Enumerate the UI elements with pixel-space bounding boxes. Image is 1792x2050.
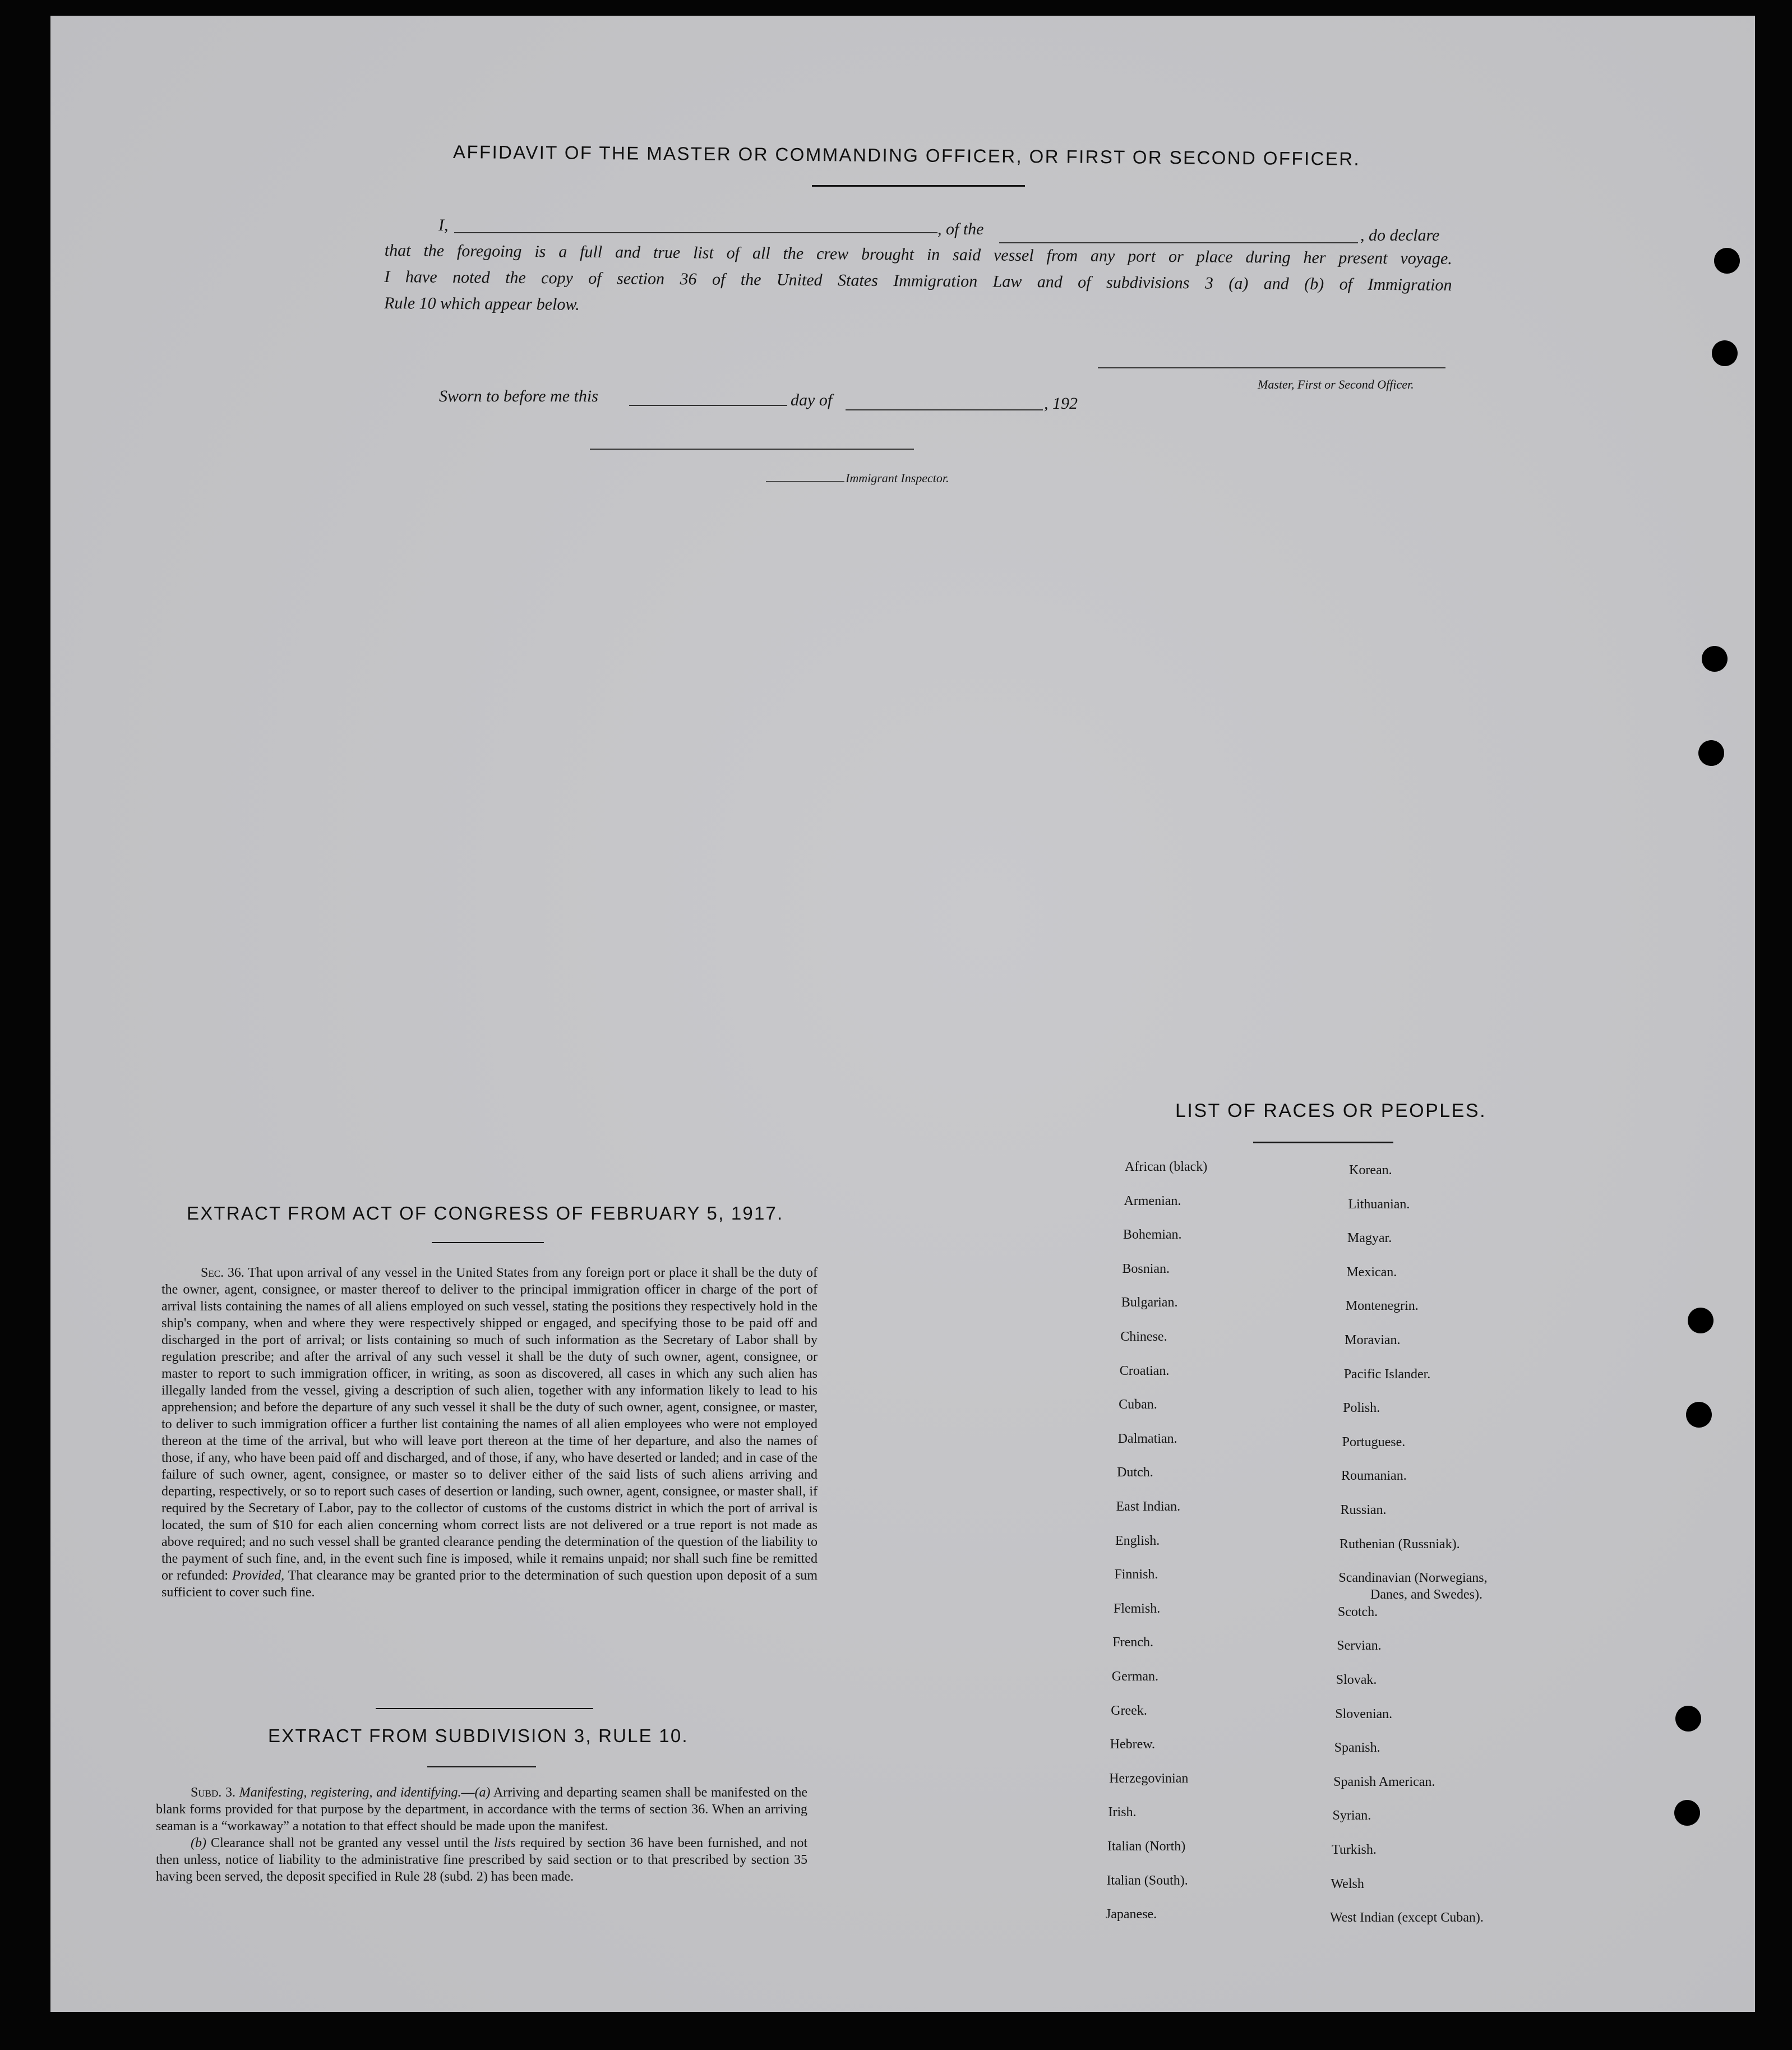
race-item: Bulgarian. xyxy=(1121,1295,1178,1310)
sworn-month-field[interactable] xyxy=(846,409,1043,410)
race-item: Ruthenian (Russniak). xyxy=(1339,1536,1460,1552)
race-item: Montenegrin. xyxy=(1345,1299,1419,1314)
race-item: Korean. xyxy=(1349,1163,1392,1178)
rule-extract-title: EXTRACT FROM SUBDIVISION 3, RULE 10. xyxy=(268,1725,689,1746)
race-item-continuation: Danes, and Swedes). xyxy=(1370,1587,1482,1602)
race-item: Bosnian. xyxy=(1122,1261,1170,1276)
affidavit-declarant-prefix: I, xyxy=(438,216,449,234)
sworn-day-field[interactable] xyxy=(629,405,787,406)
race-item: Slovak. xyxy=(1336,1673,1377,1687)
act-extract-rule xyxy=(432,1242,544,1243)
race-item: Irish. xyxy=(1108,1805,1137,1820)
part-b-body: required by section 36 have been furnished, and not then unless, notice of liability to the administrative fine prescribed by said section or to that prescribed by section 35 having been served, the deposit specified in Rule 28 (subd. 2) has been made. xyxy=(156,1836,808,1884)
race-item: Polish. xyxy=(1343,1401,1380,1416)
section-label: Sec. 36. xyxy=(201,1266,244,1280)
race-item: French. xyxy=(1112,1635,1153,1650)
race-item: Pacific Islander. xyxy=(1343,1366,1431,1382)
race-item: African (black) xyxy=(1125,1160,1208,1174)
punch-hole xyxy=(1674,1800,1700,1826)
provided-label: Provided, xyxy=(232,1568,285,1583)
punch-hole xyxy=(1688,1308,1714,1333)
punch-hole xyxy=(1714,248,1740,274)
part-b-label: (b) xyxy=(191,1836,206,1850)
inspector-signature-line[interactable] xyxy=(590,449,914,450)
race-item: Portuguese. xyxy=(1342,1434,1406,1449)
punch-hole xyxy=(1686,1402,1712,1428)
part-b-lists: lists xyxy=(493,1836,516,1850)
part-a-body: Arriving and departing seamen shall be manifested on the blank forms provided for that purpose by the department, in accordance with the terms of section 36. When an arriving seaman is a “workaway” a notation to that effect should be made upon the manifest. xyxy=(156,1785,808,1834)
race-item: Spanish American. xyxy=(1333,1774,1435,1789)
provided-body: That clearance may be granted prior to the determination of such question upon deposit of a sum sufficient to cover such fine. xyxy=(161,1568,818,1600)
race-item: Finnish. xyxy=(1114,1567,1158,1582)
race-item: Chinese. xyxy=(1120,1329,1167,1344)
race-item: English. xyxy=(1115,1533,1160,1548)
race-item: Italian (North) xyxy=(1107,1839,1186,1854)
affidavit-statement-line: Rule 10 which appear below. xyxy=(384,293,580,314)
punch-hole xyxy=(1712,340,1738,366)
punch-hole xyxy=(1698,740,1724,766)
race-item: Italian (South). xyxy=(1106,1873,1188,1888)
race-item: Syrian. xyxy=(1332,1808,1371,1823)
race-item: Dutch. xyxy=(1117,1465,1153,1480)
race-item: Herzegovinian xyxy=(1109,1771,1189,1786)
subd-heading: Manifesting, registering, and identifying. xyxy=(239,1785,461,1800)
race-item: Lithuanian. xyxy=(1348,1197,1410,1212)
race-item: Armenian. xyxy=(1124,1193,1181,1208)
race-item: Slovenian. xyxy=(1335,1706,1393,1721)
vessel-name-field[interactable] xyxy=(999,242,1358,243)
part-a-label: (a) xyxy=(474,1785,491,1800)
race-item: Flemish. xyxy=(1113,1601,1161,1616)
subd-label: Subd. 3. xyxy=(191,1785,235,1800)
races-title-rule xyxy=(1253,1142,1393,1143)
race-item: Mexican. xyxy=(1346,1264,1397,1280)
punch-hole xyxy=(1675,1706,1701,1732)
race-item: Spanish. xyxy=(1334,1740,1380,1756)
races-title: LIST OF RACES OR PEOPLES. xyxy=(1175,1100,1487,1121)
race-item: Dalmatian. xyxy=(1117,1431,1177,1446)
inspector-caption-leader xyxy=(766,481,844,482)
race-item: Russian. xyxy=(1340,1503,1387,1517)
section-body: That upon arrival of any vessel in the United States from any foreign port or place it shall be the duty of the owner, agent, consignee, or master thereof to deliver to the principal immigration officer in charge of the port of arrival lists containing the names of all aliens employed on such vessel, stating the positions they respectively hold in the ship's company, when and where they were respectively shipped or engaged, and specifying those to be paid off and discharged in the port of arrival; or lists containing so much of such information as the Secretary of Labor shall by regulation prescribe; and after the arrival of any such vessel it shall be the duty of such owner, agent, consignee, or master to report to such immigration officer, in writing, as soon as discovered, all cases in which any such alien has illegally landed from the vessel, giving a description of such alien, together with any information likely to lead to his apprehension; and before the departure of any such vessel it shall be the duty of such owner, agent, consignee, or master, to deliver to such immigration officer a further list containing the names of all alien employees who were not employed thereon at the time of the arrival, but who will leave port thereon at the time of her departure, and also the names of those, if any, who have been paid off and discharged, and of those, if any, who have deserted or landed; and in case of the failure of such owner, agent, consignee, or master so to deliver either of the said lists of such aliens arriving and departing, respectively, or so to report such cases of desertion or landing, such owner, agent, consignee, or master shall, if required by the Secretary of Labor, pay to the collector of customs of the customs district in which the port of arrival is located, the sum of $10 for each alien concerning whom correct lists are not delivered or a true report is not made as above required; and no such vessel shall be granted clearance pending the determination of the question of the liability to the payment of such fine, and, in the event such fine is imposed, while it remains unpaid; nor shall such fine be remitted or refunded: xyxy=(161,1266,818,1583)
race-item: Greek. xyxy=(1111,1703,1147,1718)
race-item: Japanese. xyxy=(1105,1907,1157,1922)
race-item: Cuban. xyxy=(1119,1397,1157,1412)
declarant-name-field[interactable] xyxy=(454,232,937,233)
race-item: Croatian. xyxy=(1119,1363,1170,1378)
affidavit-statement xyxy=(384,241,1452,329)
punch-hole xyxy=(1702,646,1728,672)
affidavit-statement-line: that the foregoing is a full and true list of all the crew brought in said vessel from any port or place during her present voyage. xyxy=(384,241,1452,268)
race-item: East Indian. xyxy=(1116,1499,1181,1514)
race-item: Scandinavian (Norwegians, xyxy=(1338,1571,1488,1586)
race-item: Welsh xyxy=(1331,1876,1364,1891)
inspector-caption: Immigrant Inspector. xyxy=(846,471,949,485)
affidavit-title-rule xyxy=(812,185,1025,187)
sworn-prefix: Sworn to before me this xyxy=(439,387,598,405)
race-item: Moravian. xyxy=(1345,1333,1401,1347)
section-divider xyxy=(376,1708,593,1709)
affidavit-statement-line: I have noted the copy of section 36 of the United States Immigration Law and of subdivisions 3 (a) and (b) of Immigration xyxy=(384,267,1452,294)
sworn-day-of: day of xyxy=(791,391,833,409)
master-signature-line[interactable] xyxy=(1098,367,1445,368)
race-item: Magyar. xyxy=(1347,1231,1392,1246)
race-item: German. xyxy=(1111,1669,1159,1684)
race-item: Turkish. xyxy=(1332,1843,1377,1857)
subdivision-part-a: Subd. 3. Manifesting, registering, and identifying.—(a) Arriving and departing seamen shall be manifested on the blank forms provided for that purpose by the department, in accordance with the terms of section 36. When an arriving seaman is a “workaway” a notation to that effect should be made upon the manifest. xyxy=(156,1785,808,1834)
master-signature-caption: Master, First or Second Officer. xyxy=(1258,377,1414,391)
race-item: Bohemian. xyxy=(1123,1227,1182,1243)
subdivision-3-text xyxy=(156,1784,807,1885)
part-b-intro: Clearance shall not be granted any vessel until the xyxy=(210,1836,489,1850)
affidavit-title: AFFIDAVIT OF THE MASTER OR COMMANDING OFFICER, OR FIRST OR SECOND OFFICER. xyxy=(452,141,1361,169)
race-item: West Indian (except Cuban). xyxy=(1329,1910,1484,1926)
race-item: Hebrew. xyxy=(1110,1737,1156,1752)
act-extract-title: EXTRACT FROM ACT OF CONGRESS OF FEBRUARY 5, 1917. xyxy=(187,1203,784,1223)
affidavit-vessel-prefix: , of the xyxy=(937,220,984,238)
sworn-year-prefix: , 192 xyxy=(1044,394,1078,413)
section-36-text xyxy=(161,1264,818,1601)
affidavit-declare-text: , do declare xyxy=(1360,226,1440,244)
subdivision-part-b xyxy=(156,1835,807,1885)
race-item: Servian. xyxy=(1337,1638,1382,1654)
rule-extract-rule xyxy=(427,1766,536,1767)
race-item: Scotch. xyxy=(1337,1604,1378,1619)
race-item: Roumanian. xyxy=(1341,1469,1407,1484)
